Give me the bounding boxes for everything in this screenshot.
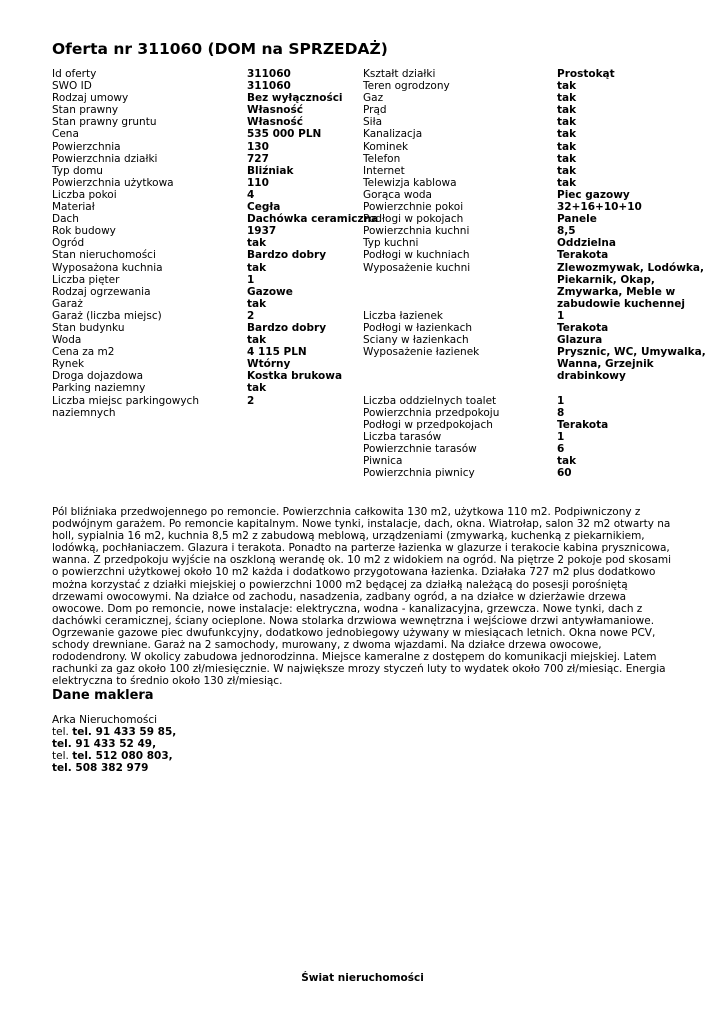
detail-label: Stan nieruchomości bbox=[52, 249, 156, 262]
detail-row bbox=[52, 346, 374, 358]
detail-label: Typ kuchni bbox=[363, 237, 419, 250]
detail-value: Bardzo dobry bbox=[247, 321, 327, 334]
detail-label: Id oferty bbox=[52, 68, 97, 80]
detail-value: tak bbox=[557, 128, 577, 141]
detail-row bbox=[52, 80, 374, 92]
detail-label: Droga dojazdowa bbox=[52, 370, 144, 383]
detail-value: tak bbox=[557, 164, 577, 177]
broker-phone: tel. 512 080 803, bbox=[72, 750, 173, 763]
detail-value: tak bbox=[557, 140, 577, 153]
detail-value: 60 bbox=[557, 467, 572, 480]
detail-value: Terakota bbox=[557, 321, 609, 334]
detail-value: 8 bbox=[557, 406, 565, 419]
detail-value: Prostokąt bbox=[557, 68, 615, 80]
detail-row bbox=[363, 467, 723, 479]
detail-row bbox=[363, 419, 723, 431]
detail-label: Parking naziemny bbox=[52, 382, 146, 395]
detail-row bbox=[52, 116, 374, 128]
detail-row bbox=[363, 80, 723, 92]
tel-prefix: tel. bbox=[52, 750, 69, 763]
detail-value: Prysznic, WC, Umywalka, Wanna, Grzejnik drabinkowy bbox=[557, 346, 706, 383]
detail-row bbox=[52, 141, 374, 153]
detail-value: tak bbox=[247, 334, 267, 347]
detail-label: Stan prawny gruntu bbox=[52, 116, 157, 129]
detail-label: Wyposażenie kuchni bbox=[363, 261, 471, 274]
detail-value: tak bbox=[557, 176, 577, 189]
detail-label: Rodzaj umowy bbox=[52, 92, 129, 105]
detail-label: Prąd bbox=[363, 104, 387, 117]
detail-label: Stan prawny bbox=[52, 104, 119, 117]
detail-label: Sciany w łazienkach bbox=[363, 334, 469, 347]
footer-brand: Świat nieruchomości bbox=[301, 972, 424, 984]
detail-value: 110 bbox=[247, 176, 269, 189]
detail-value: tak bbox=[247, 261, 267, 274]
detail-row bbox=[52, 262, 374, 274]
detail-label: Kominek bbox=[363, 140, 409, 153]
detail-value: 4 115 PLN bbox=[247, 346, 307, 359]
detail-label: Podłogi w przedpokojach bbox=[363, 418, 493, 431]
detail-value: Bardzo dobry bbox=[247, 249, 327, 262]
detail-value: 8,5 bbox=[557, 225, 576, 238]
detail-label: Telefon bbox=[363, 152, 401, 165]
detail-value: Oddzielna bbox=[557, 237, 616, 250]
detail-row bbox=[52, 249, 374, 261]
detail-label: Ogród bbox=[52, 237, 85, 250]
detail-value: tak bbox=[557, 92, 577, 105]
detail-label: Powierzchnie tarasów bbox=[363, 442, 477, 455]
detail-value: 1 bbox=[247, 273, 255, 286]
detail-label: Cena bbox=[52, 128, 79, 141]
detail-label: Powierzchnia użytkowa bbox=[52, 176, 174, 189]
detail-row bbox=[363, 128, 723, 140]
detail-value: Dachówka ceramiczna bbox=[247, 213, 379, 226]
detail-row bbox=[363, 201, 723, 213]
detail-value: Cegła bbox=[247, 201, 281, 214]
page-title: Oferta nr 311060 (DOM na SPRZEDAŻ) bbox=[52, 40, 388, 58]
broker-phone: tel. 91 433 59 85, bbox=[72, 726, 177, 739]
detail-row bbox=[363, 189, 723, 201]
detail-label: Siła bbox=[363, 116, 383, 129]
detail-row bbox=[363, 431, 723, 443]
detail-label: Wyposażenie łazienek bbox=[363, 346, 480, 359]
detail-label: SWO ID bbox=[52, 80, 92, 93]
detail-label: Gaz bbox=[363, 92, 384, 105]
broker-heading: Dane maklera bbox=[52, 688, 154, 703]
detail-label: Liczba tarasów bbox=[363, 430, 442, 443]
detail-row bbox=[52, 286, 374, 298]
detail-value: 32+16+10+10 bbox=[557, 201, 642, 214]
detail-row bbox=[52, 225, 374, 237]
detail-value: 2 bbox=[247, 394, 255, 407]
detail-label: Podłogi w kuchniach bbox=[363, 249, 470, 262]
detail-value: 311060 bbox=[247, 68, 291, 80]
detail-value: tak bbox=[557, 116, 577, 129]
detail-value: Własność bbox=[247, 116, 303, 129]
detail-value: 1 bbox=[557, 394, 565, 407]
detail-label: Kształt działki bbox=[363, 68, 436, 80]
detail-label: Piwnica bbox=[363, 455, 403, 467]
detail-label: Kanalizacja bbox=[363, 128, 423, 141]
detail-value: 6 bbox=[557, 442, 565, 455]
detail-row bbox=[363, 455, 723, 467]
detail-label: Teren ogrodzony bbox=[363, 80, 450, 93]
detail-row bbox=[52, 237, 374, 249]
detail-row bbox=[363, 104, 723, 116]
detail-label: Wyposażona kuchnia bbox=[52, 261, 163, 274]
detail-value: Terakota bbox=[557, 249, 609, 262]
detail-row bbox=[363, 116, 723, 128]
broker-agency: Arka Nieruchomości bbox=[52, 714, 158, 726]
detail-label: Powierzchnia działki bbox=[52, 152, 158, 165]
detail-row bbox=[363, 262, 723, 310]
detail-row bbox=[363, 68, 723, 80]
detail-value: 311060 bbox=[247, 80, 291, 93]
detail-label: Podłogi w łazienkach bbox=[363, 321, 473, 334]
detail-row bbox=[52, 128, 374, 140]
detail-row bbox=[363, 237, 723, 249]
detail-row bbox=[363, 395, 723, 407]
detail-label: Garaż (liczba miejsc) bbox=[52, 309, 162, 322]
detail-value: Bez wyłączności bbox=[247, 92, 343, 105]
detail-value: Kostka brukowa bbox=[247, 370, 343, 383]
detail-label: Rynek bbox=[52, 358, 85, 371]
detail-value: Gazowe bbox=[247, 285, 293, 298]
detail-value: Glazura bbox=[557, 334, 603, 347]
broker-phone-line bbox=[52, 726, 176, 738]
detail-label: Rok budowy bbox=[52, 225, 116, 238]
detail-label: Materiał bbox=[52, 201, 95, 214]
detail-label: Dach bbox=[52, 213, 79, 226]
detail-value: 4 bbox=[247, 188, 255, 201]
detail-label: Liczba łazienek bbox=[363, 309, 443, 322]
detail-value: 2 bbox=[247, 309, 255, 322]
detail-label: Stan budynku bbox=[52, 321, 125, 334]
detail-row bbox=[52, 395, 374, 419]
detail-value: tak bbox=[247, 237, 267, 250]
detail-label: Typ domu bbox=[52, 164, 103, 177]
detail-value: tak bbox=[557, 80, 577, 93]
detail-label: Liczba pięter bbox=[52, 273, 120, 286]
detail-row bbox=[52, 189, 374, 201]
detail-value: Panele bbox=[557, 213, 597, 226]
detail-row bbox=[52, 201, 374, 213]
detail-row bbox=[52, 165, 374, 177]
detail-value: 535 000 PLN bbox=[247, 128, 322, 141]
detail-value: Własność bbox=[247, 104, 303, 117]
detail-row bbox=[363, 153, 723, 165]
detail-value: tak bbox=[557, 455, 577, 467]
offer-details-right bbox=[363, 68, 723, 479]
detail-row bbox=[52, 274, 374, 286]
detail-value: tak bbox=[557, 104, 577, 117]
detail-value: Zlewozmywak, Lodówka, Piekarnik, Okap, Zmywarka, Meble w zabudowie kuchennej bbox=[557, 261, 704, 310]
detail-label: Powierzchnia piwnicy bbox=[363, 467, 475, 480]
detail-row bbox=[363, 334, 723, 346]
detail-value: tak bbox=[247, 382, 267, 395]
detail-value: 727 bbox=[247, 152, 269, 165]
detail-label: Cena za m2 bbox=[52, 346, 115, 359]
detail-value: 1937 bbox=[247, 225, 277, 238]
detail-value: Piec gazowy bbox=[557, 188, 630, 201]
detail-row bbox=[363, 141, 723, 153]
detail-row bbox=[363, 443, 723, 455]
tel-prefix: tel. bbox=[52, 726, 69, 739]
detail-value: Bliźniak bbox=[247, 164, 294, 177]
detail-row bbox=[52, 358, 374, 370]
detail-label: Liczba pokoi bbox=[52, 188, 117, 201]
detail-value: 130 bbox=[247, 140, 269, 153]
broker-phone-line bbox=[52, 762, 176, 774]
broker-phone-line bbox=[52, 750, 176, 762]
detail-row bbox=[52, 370, 374, 382]
detail-row bbox=[363, 310, 723, 322]
detail-row bbox=[52, 177, 374, 189]
detail-row bbox=[363, 213, 723, 225]
detail-label: Garaż bbox=[52, 297, 83, 310]
detail-row bbox=[52, 310, 374, 322]
detail-row bbox=[52, 213, 379, 226]
detail-row bbox=[363, 346, 723, 382]
detail-value: tak bbox=[247, 297, 267, 310]
detail-label: Gorąca woda bbox=[363, 188, 432, 201]
detail-row bbox=[363, 249, 723, 261]
detail-row bbox=[52, 322, 374, 334]
detail-label: Liczba oddzielnych toalet bbox=[363, 394, 497, 407]
broker-info bbox=[52, 714, 176, 774]
detail-label: Powierzchnie pokoi bbox=[363, 201, 464, 214]
broker-phone-line bbox=[52, 738, 176, 750]
detail-row bbox=[52, 382, 374, 394]
offer-description: Pól bliźniaka przedwojennego po remoncie. Powierzchnia całkowita 130 m2, użytkowa 110 m2. Podpiwniczony z podwójnym garażem. Po remoncie kapitalnym. Nowe tynki, instalacje, dach, okna. Wiatrołap, salon 32 m2 otwarty na holl, sypialnia 16 m2, kuchnia 8,5 m2 z zabudową meblową, urządzeniami (zmywarką, kuchenką z piekarnikiem, lodówką, pochłaniaczem. Glazura i terakota. Ponadto na parterze łazienka w glazurze i terakocie kabina prysznicowa, wanna. Z przedpokoju wyjście na oszkloną werandę ok. 10 m2 z widokiem na ogród. Na piętrze 2 pokoje pod skosami o powierzchni użytkowej około 10 m2 każda i dodatkowo przygotowana łazienka. Działaka 727 m2 plus dodatkowo można korzystać z działki miejskiej o powierzchni 1000 m2 będącej za działką należącą do posesji porośniętą drzewami owocowymi. Na działce od zachodu, nasadzenia, zadbany ogród, a na działce w dzierżawie drzewa owocowe. Dom po remoncie, nowe instalacje: elektryczna, wodna - kanalizacyjna, grzewcza. Nowe tynki, dach z dachówki ceramicznej, ściany ocieplone. Nowa stolarka drzwiowa wewnętrzna i wejściowe drzwi antywłamaniowe. Ogrzewanie gazowe piec dwufunkcyjny, dodatkowo jednobiegowy używany w miesiącach letnich. Okna nowe PCV, schody drewniane. Garaż na 2 samochody, murowany, z dwoma wjazdami. Na działce drzewa owocowe, rododendrony. W okolicy zabudowa jednorodzinna. Miejsce kameralne z dostępem do komunikacji miejskiej. Latem rachunki za gaz około 100 zł/miesięcznie. W największe mrozy styczeń luty to wydatek około 700 zł/miesiąc. Energia elektryczna to średnio około 130 zł/miesiąc. bbox=[52, 506, 672, 688]
detail-row bbox=[363, 225, 723, 237]
broker-phone: tel. 508 382 979 bbox=[52, 762, 149, 775]
detail-label: Powierzchnia bbox=[52, 140, 121, 153]
detail-row bbox=[52, 334, 374, 346]
detail-row bbox=[52, 298, 374, 310]
detail-value: tak bbox=[557, 152, 577, 165]
detail-row bbox=[52, 68, 374, 80]
detail-value: 1 bbox=[557, 309, 565, 322]
detail-label: Powierzchnia kuchni bbox=[363, 225, 470, 238]
detail-label: Powierzchnia przedpokoju bbox=[363, 406, 500, 419]
broker-phone: tel. 91 433 52 49, bbox=[52, 738, 157, 751]
detail-label: Liczba miejsc parkingowych naziemnych bbox=[52, 394, 199, 419]
detail-value: 1 bbox=[557, 430, 565, 443]
detail-row bbox=[363, 407, 723, 419]
detail-value: Wtórny bbox=[247, 358, 291, 371]
detail-row bbox=[52, 92, 374, 104]
detail-row bbox=[363, 177, 723, 189]
detail-row bbox=[52, 153, 374, 165]
detail-label: Rodzaj ogrzewania bbox=[52, 285, 151, 298]
detail-label: Woda bbox=[52, 334, 82, 347]
detail-row bbox=[363, 322, 723, 334]
detail-row bbox=[363, 165, 723, 177]
detail-label: Internet bbox=[363, 164, 405, 177]
detail-row bbox=[52, 104, 374, 116]
detail-value: Terakota bbox=[557, 418, 609, 431]
detail-label: Telewizja kablowa bbox=[363, 176, 457, 189]
detail-label: Podłogi w pokojach bbox=[363, 213, 464, 226]
detail-row bbox=[363, 92, 723, 104]
